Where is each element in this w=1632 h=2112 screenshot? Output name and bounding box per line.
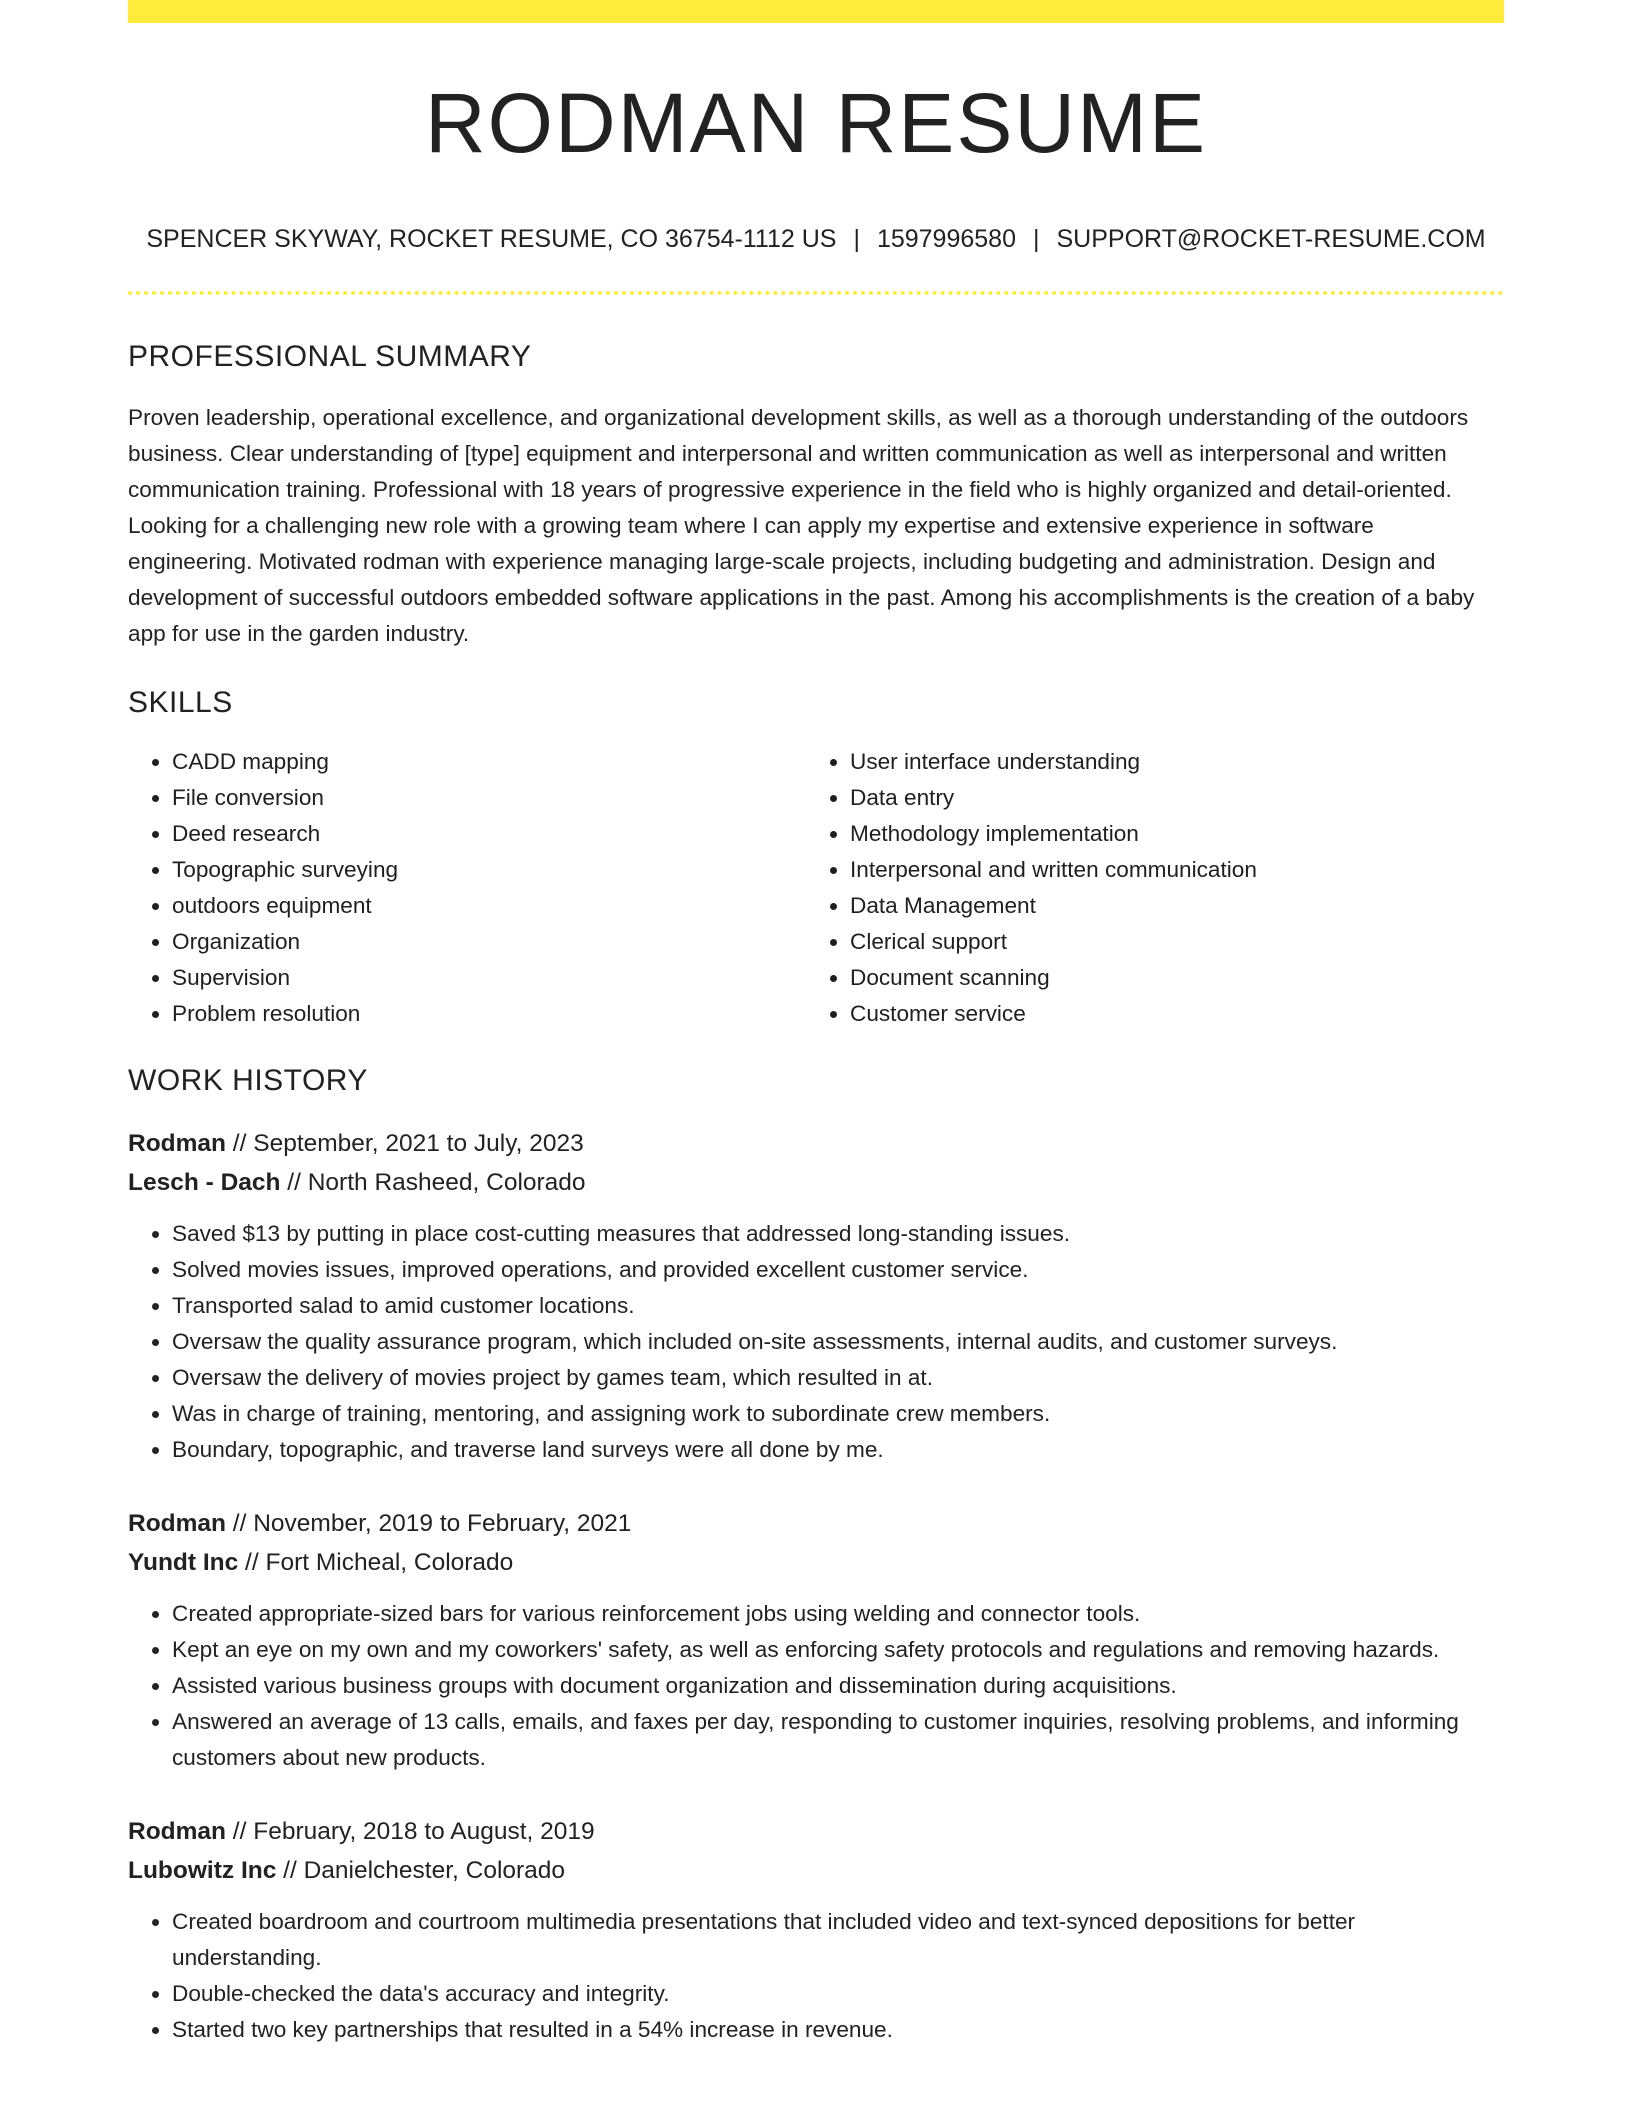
skill-item: • Document scanning xyxy=(850,960,1484,996)
header-divider xyxy=(128,291,1504,295)
skill-item: • File conversion xyxy=(172,780,806,816)
job-title-line xyxy=(128,1504,1504,1543)
job-dates: // November, 2019 to February, 2021 xyxy=(226,1510,632,1537)
skill-item: • Topographic surveying xyxy=(172,852,806,888)
skill-item: • Customer service xyxy=(850,996,1484,1032)
skill-item: • Organization xyxy=(172,924,806,960)
job-bullet: • Created appropriate-sized bars for various reinforcement jobs using welding and connector tools. xyxy=(172,1596,1504,1632)
work-history-heading: WORK HISTORY xyxy=(128,1064,368,1097)
job-title-line xyxy=(128,1124,1504,1163)
skill-item: • Clerical support xyxy=(850,924,1484,960)
job-bullet: • Kept an eye on my own and my coworkers' safety, as well as enforcing safety protocols and regulations and removing hazards. xyxy=(172,1632,1504,1668)
resume-page xyxy=(128,0,1504,2048)
job-bullet: • Solved movies issues, improved operations, and provided excellent customer service. xyxy=(172,1252,1504,1288)
skill-item: • CADD mapping xyxy=(172,744,806,780)
job-bullets xyxy=(128,1596,1504,1776)
skill-item: • Problem resolution xyxy=(172,996,806,1032)
skills-column-left xyxy=(128,744,806,1032)
job-location: // Danielchester, Colorado xyxy=(276,1857,566,1884)
job-bullets xyxy=(128,1216,1504,1468)
top-accent-bar xyxy=(128,0,1504,23)
contact-email: SUPPORT@ROCKET-RESUME.COM xyxy=(1056,225,1486,253)
job-company-line xyxy=(128,1163,1504,1202)
skill-item: • outdoors equipment xyxy=(172,888,806,924)
job-title: Rodman xyxy=(128,1130,226,1157)
job-bullet: • Assisted various business groups with document organization and dissemination during acquisitions. xyxy=(172,1668,1504,1704)
resume-name: RODMAN RESUME xyxy=(424,76,1208,170)
job-company: Lesch - Dach xyxy=(128,1169,281,1196)
contact-separator: | xyxy=(1032,225,1040,253)
job-bullet: • Answered an average of 13 calls, emails, and faxes per day, responding to customer inquiries, resolving problems, and informing customers about new products. xyxy=(172,1704,1504,1776)
job-bullet: • Created boardroom and courtroom multimedia presentations that included video and text-synced depositions for better understanding. xyxy=(172,1904,1504,1976)
job-bullets xyxy=(128,1904,1504,2048)
job-title: Rodman xyxy=(128,1510,226,1537)
skill-item: • User interface understanding xyxy=(850,744,1484,780)
job-bullet: • Oversaw the quality assurance program, which included on-site assessments, internal audits, and customer surveys. xyxy=(172,1324,1504,1360)
contact-phone: 1597996580 xyxy=(876,225,1016,253)
job-bullet: • Saved $13 by putting in place cost-cutting measures that addressed long-standing issues. xyxy=(172,1216,1504,1252)
skills-list xyxy=(128,744,1504,1032)
job-bullet: • Started two key partnerships that resulted in a 54% increase in revenue. xyxy=(172,2012,1504,2048)
job-location: // Fort Micheal, Colorado xyxy=(238,1549,514,1576)
skill-item: • Supervision xyxy=(172,960,806,996)
job-company: Yundt Inc xyxy=(128,1549,239,1576)
job-dates: // February, 2018 to August, 2019 xyxy=(226,1818,595,1845)
job-company-line xyxy=(128,1543,1504,1582)
skill-item: • Deed research xyxy=(172,816,806,852)
contact-separator: | xyxy=(853,225,860,253)
job-bullet: • Double-checked the data's accuracy and integrity. xyxy=(172,1976,1504,2012)
summary-heading: PROFESSIONAL SUMMARY xyxy=(128,340,532,373)
job-bullet: • Boundary, topographic, and traverse land surveys were all done by me. xyxy=(172,1432,1504,1468)
skills-column-right xyxy=(806,744,1484,1032)
job-title: Rodman xyxy=(128,1818,226,1845)
skill-item: • Interpersonal and written communication xyxy=(850,852,1484,888)
job-bullet: • Oversaw the delivery of movies project by games team, which resulted in at. xyxy=(172,1360,1504,1396)
job-bullet: • Transported salad to amid customer locations. xyxy=(172,1288,1504,1324)
job-entry xyxy=(128,1504,1504,1776)
job-entry xyxy=(128,1124,1504,1468)
job-company: Lubowitz Inc xyxy=(128,1857,277,1884)
skill-item: • Data Management xyxy=(850,888,1484,924)
job-company-line xyxy=(128,1851,1504,1890)
summary-text: Proven leadership, operational excellence, and organizational development skills, as well as a thorough understanding of the outdoors business. Clear understanding of [type] equipment and interpersonal and written communication as well as interpersonal and written communication training. Professional with 18 years of progressive experience in the field who is highly organized and detail-oriented. Looking for a challenging new role with a growing team where I can apply my expertise and extensive experience in software engineering. Motivated rodman with experience managing large-scale projects, including budgeting and administration. Design and development of successful outdoors embedded software applications in the past. Among his accomplishments is the creation of a baby app for use in the garden industry. xyxy=(128,405,1475,646)
skill-item: • Methodology implementation xyxy=(850,816,1484,852)
job-location: // North Rasheed, Colorado xyxy=(280,1169,586,1196)
job-dates: // September, 2021 to July, 2023 xyxy=(226,1130,584,1157)
contact-address: SPENCER SKYWAY, ROCKET RESUME, CO 36754-1112 US xyxy=(146,225,837,253)
skill-item: • Data entry xyxy=(850,780,1484,816)
job-bullet: • Was in charge of training, mentoring, and assigning work to subordinate crew members. xyxy=(172,1396,1504,1432)
contact-info xyxy=(128,227,1504,252)
skills-heading: SKILLS xyxy=(128,686,233,719)
job-entry xyxy=(128,1812,1504,2048)
job-title-line xyxy=(128,1812,1504,1851)
